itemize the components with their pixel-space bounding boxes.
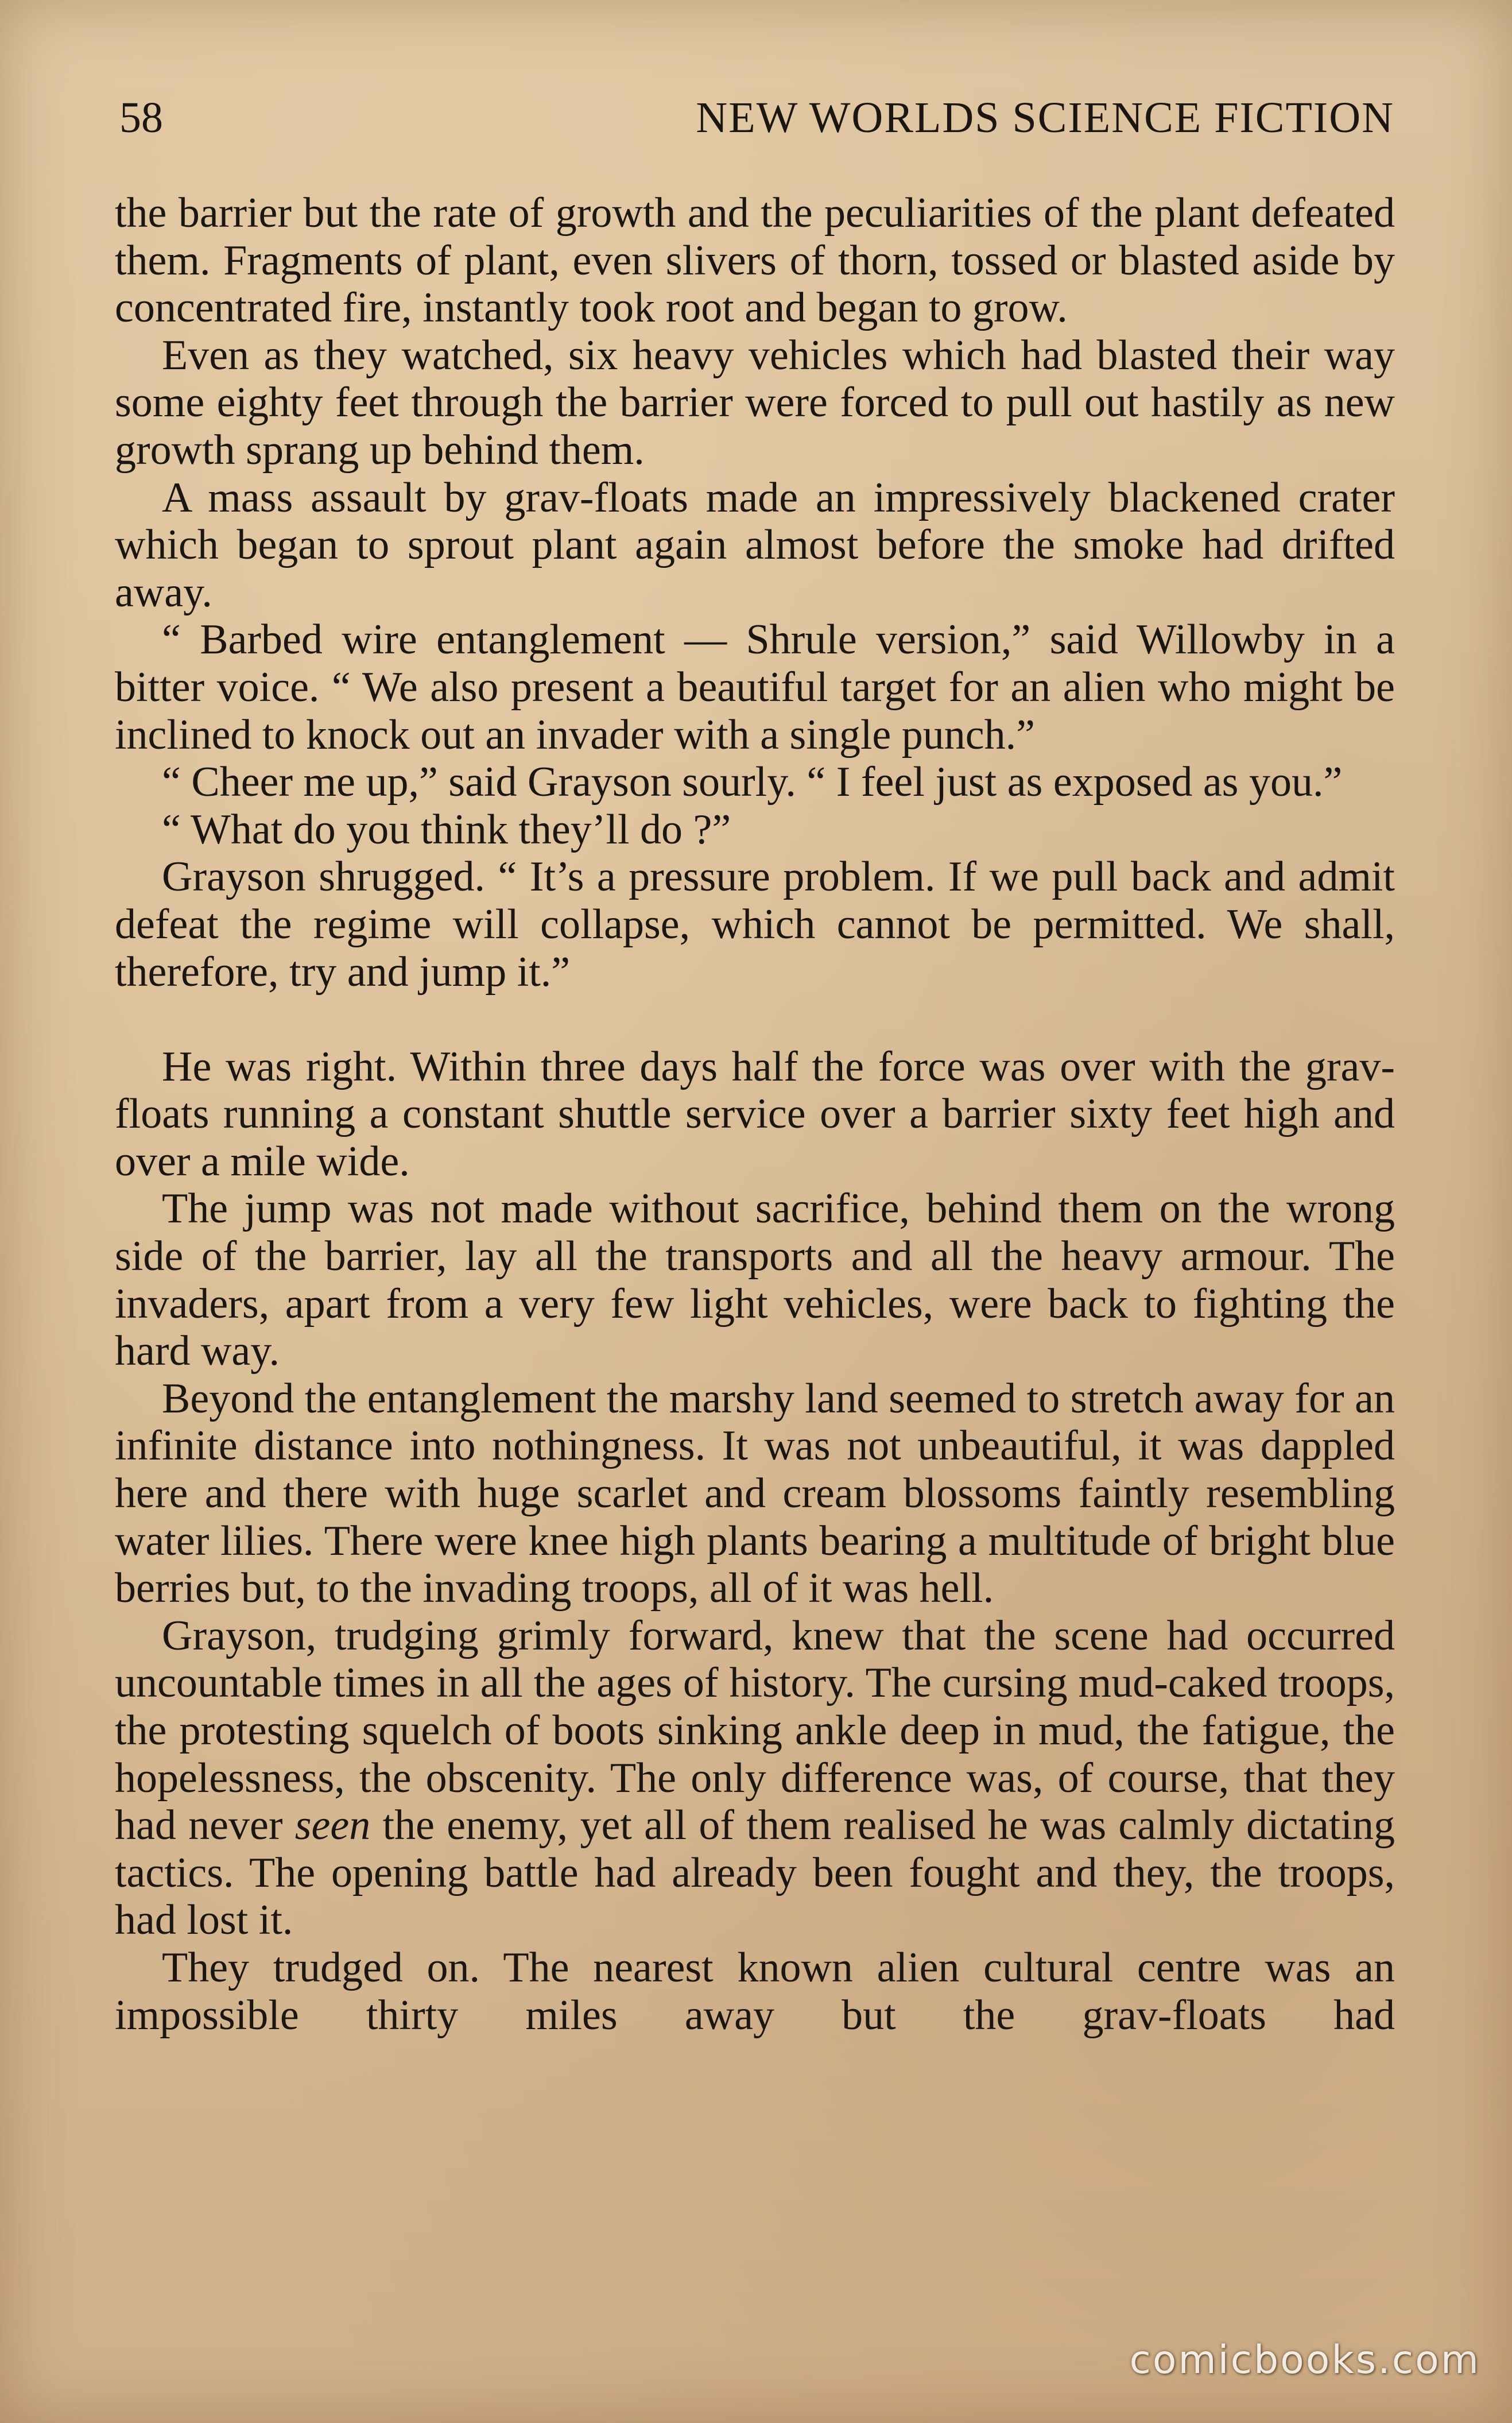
paragraph: The jump was not made without sacrifice, behind them on the wrong side of the barrier, lay all the transports and all the heavy armour. The invaders, apart from a very few light vehicles, were back to fighting the hard way. (115, 1185, 1395, 1375)
watermark-logo: comicbooks.com (1129, 2337, 1480, 2383)
paragraph: Beyond the entanglement the marshy land seemed to stretch away for an infinite distance into nothingness. It was not unbeautiful, it was dappled here and there with huge scarlet and cream blossoms faintly resembling water lilies. There were knee high plants bearing a multitude of bright blue berries but, to the invading troops, all of it was hell. (115, 1375, 1395, 1612)
paragraph: They trudged on. The nearest known alien cultural centre was an impossible thirty miles away but the grav-floats had (115, 1944, 1395, 2039)
dialogue-paragraph: “ Barbed wire entanglement — Shrule version,” said Willowby in a bitter voice. “ We also present a beautiful target for an alien who might be inclined to knock out an invader with a single punch.” (115, 616, 1395, 758)
running-head (119, 86, 1394, 149)
paragraph-text: the enemy, yet all of them realised he was calmly dictating tactics. The opening battle had already been fought and they, the troops, had lost it. (115, 1802, 1395, 1944)
paragraph (115, 1612, 1395, 1944)
dialogue-paragraph: Grayson shrugged. “ It’s a pressure problem. If we pull back and admit defeat the regime will collapse, which cannot be permitted. We shall, therefore, try and jump it.” (115, 853, 1395, 996)
running-title: NEW WORLDS SCIENCE FICTION (696, 94, 1394, 142)
dialogue-paragraph: “ What do you think they’ll do ?” (162, 806, 731, 853)
dialogue-paragraph: “ Cheer me up,” said Grayson sourly. “ I feel just as exposed as you.” (162, 758, 1343, 806)
paragraph: A mass assault by grav-floats made an impressively blackened crater which began to sprout plant again almost before the smoke had drifted away. (115, 474, 1395, 616)
paragraph: He was right. Within three days half the force was over with the grav-floats running a constant shuttle service over a barrier sixty feet high and over a mile wide. (115, 1043, 1395, 1185)
paragraph: Even as they watched, six heavy vehicles which had blasted their way some eighty feet through the barrier were forced to pull out hastily as new growth sprang up behind them. (115, 331, 1395, 474)
page-number: 58 (119, 94, 163, 142)
body-text (115, 189, 1395, 2039)
paragraph: the barrier but the rate of growth and the peculiarities of the plant defeated them. Fragments of plant, even slivers of thorn, tossed or blasted aside by concentrated fire, instantly took root and began to grow. (115, 189, 1395, 332)
italic-word: seen (294, 1802, 371, 1849)
paragraph-text: Grayson, trudging grimly forward, knew that the scene had occurred uncountable times in all the ages of history. The cursing mud-caked troops, the protesting squelch of boots sinking ankle deep in mud, the fatigue, the hopelessness, the obscenity. The only difference was, of course, that they had never (115, 1612, 1395, 1849)
